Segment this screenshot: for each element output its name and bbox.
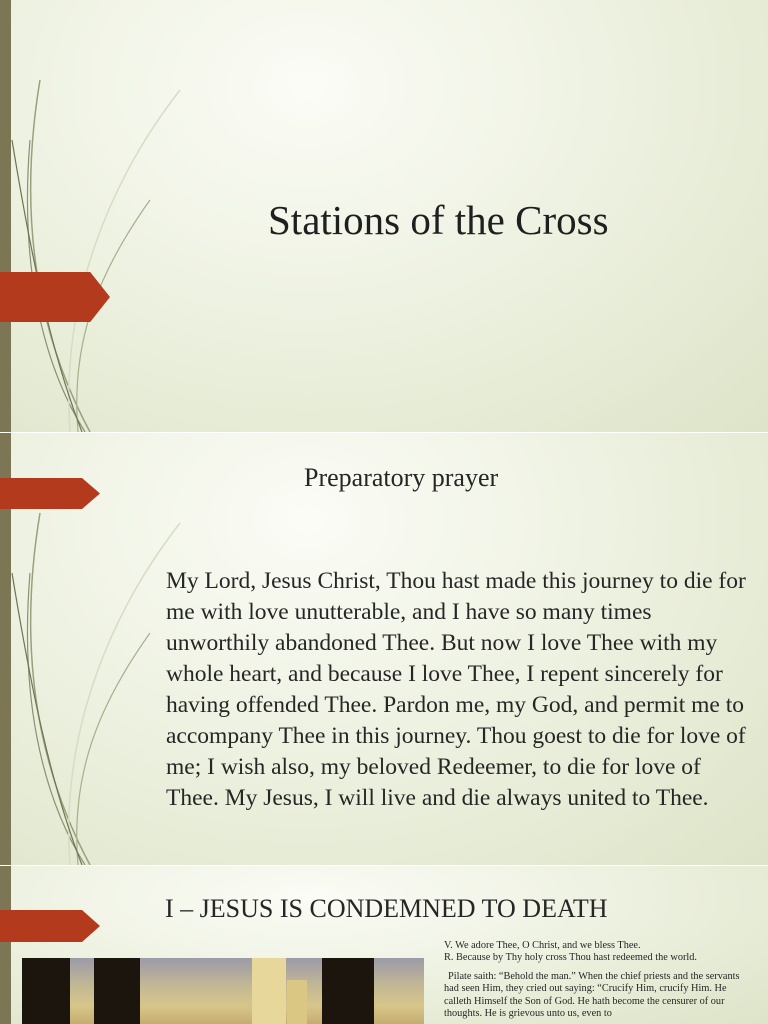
station-narrative: Pilate saith: “Behold the man.” When the chief priests and the servants had seen Him, they cried out saying: “Crucify Him, crucify Him. He calleth Himself the Son of God. He hath become the censurer of our thoughts. He is grievous unto us, even to (444, 970, 740, 1020)
response: R. Because by Thy holy cross Thou hast redeemed the world. (444, 952, 697, 964)
versicle: V. We adore Thee, O Christ, and we bless Thee. (444, 940, 641, 951)
station-slide (0, 866, 768, 1024)
accent-arrow-tab (0, 910, 100, 942)
station-heading: I – JESUS IS CONDEMNED TO DEATH (165, 894, 608, 923)
prayer-body-text: My Lord, Jesus Christ, Thou hast made this journey to die for me with love unutterable, and I have so many times unworthily abandoned Thee. But now I love Thee with my whole heart, and because I love Thee, I repent sincerely for having offended Thee. Pardon me, my God, and permit me to accompany Thee in this journey. Thou goest to die for love of me; I wish also, my beloved Redeemer, to die for love of Thee. My Jesus, I will live and die always united to Thee. (166, 568, 746, 811)
decorative-curves (0, 0, 200, 432)
sidebar-bar (0, 866, 11, 1024)
prayer-slide (0, 433, 768, 865)
station-painting (22, 958, 424, 1024)
slide-title: Stations of the Cross (268, 197, 609, 243)
accent-arrow-tab (0, 272, 110, 322)
accent-arrow-tab (0, 478, 100, 509)
prayer-heading: Preparatory prayer (304, 463, 499, 492)
title-slide (0, 0, 768, 432)
station-verse-text (444, 940, 754, 1020)
